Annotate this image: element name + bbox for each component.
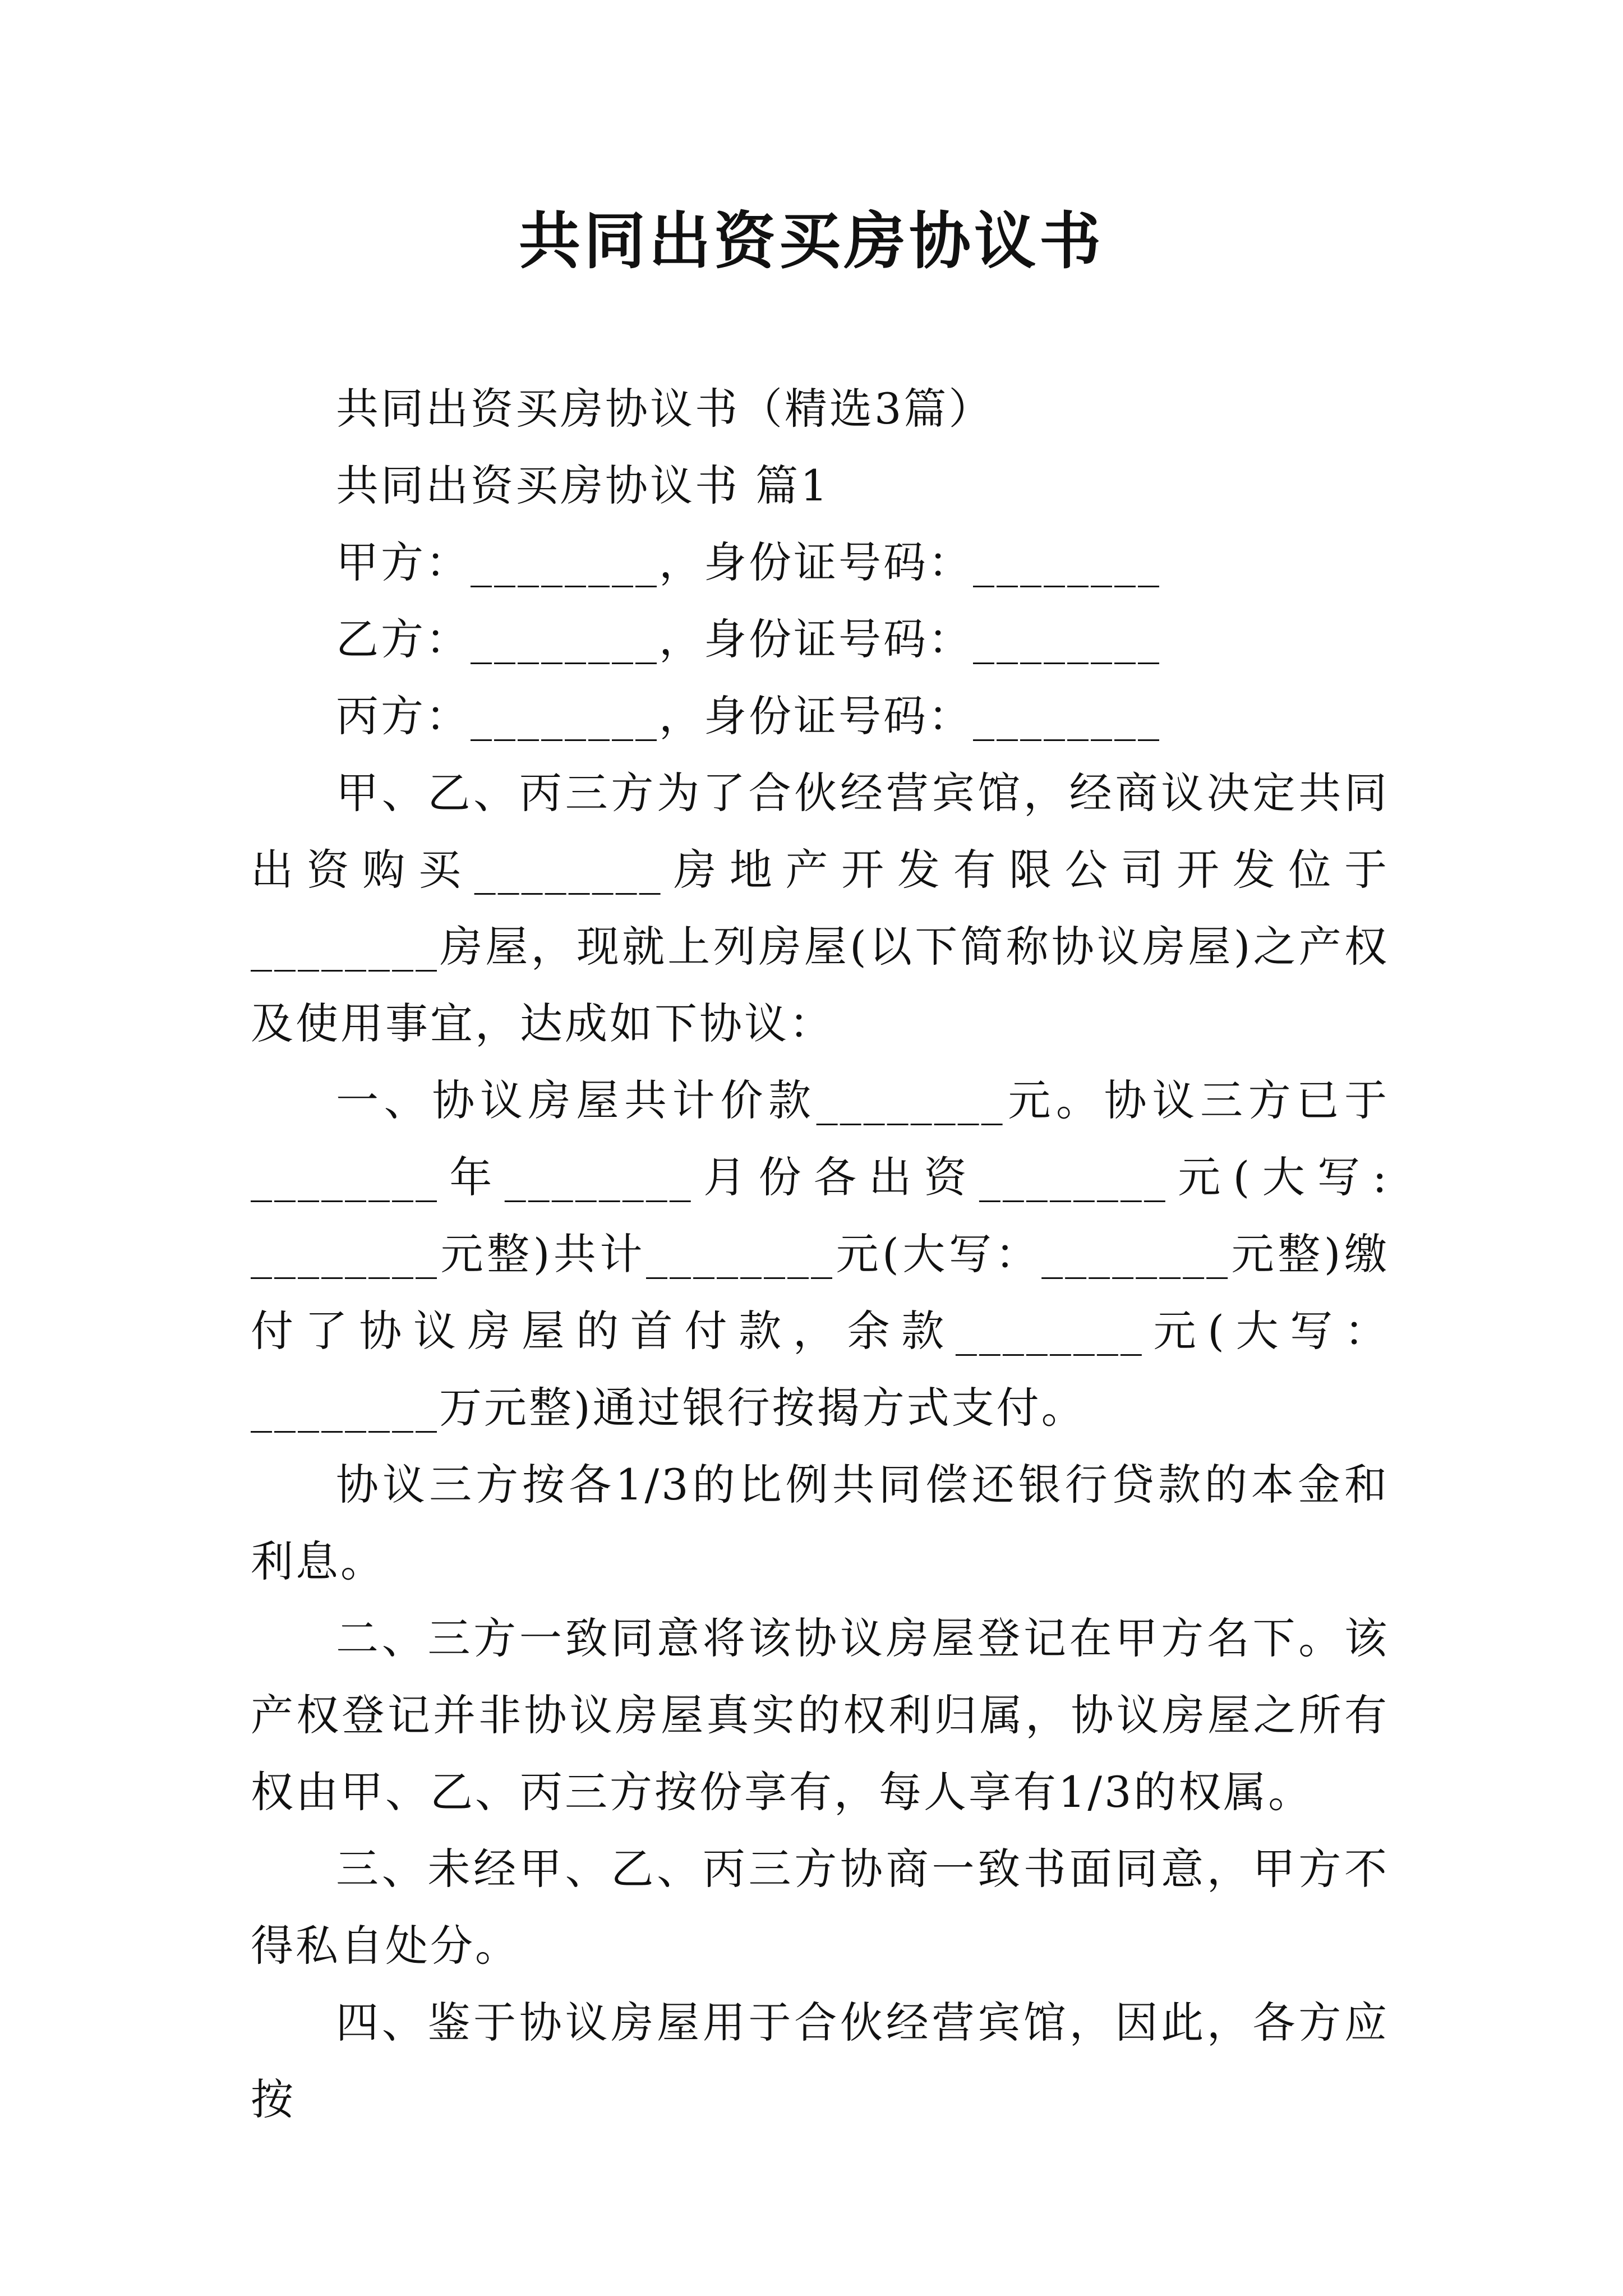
repayment-paragraph: 协议三方按各1/3的比例共同偿还银行贷款的本金和利息。 bbox=[251, 1460, 1389, 1586]
intro-paragraph: 甲、乙、丙三方为了合伙经营宾馆，经商议决定共同出资购买________房地产开发有限公司开发位于________房屋，现就上列房屋(以下简称协议房屋)之产权及使用事宜，达成如下协议： bbox=[251, 768, 1389, 1048]
party-a-line: 甲方：________，身份证号码：________ bbox=[336, 537, 1161, 587]
party-b-line: 乙方：________，身份证号码：________ bbox=[336, 614, 1161, 664]
document-body bbox=[251, 370, 1389, 2138]
subtitle-line: 共同出资买房协议书（精选3篇） bbox=[336, 384, 994, 434]
clause-4-paragraph: 四、鉴于协议房屋用于合伙经营宾馆，因此，各方应按 bbox=[251, 1998, 1389, 2124]
clause-2-paragraph: 二、三方一致同意将该协议房屋登记在甲方名下。该产权登记并非协议房屋真实的权利归属，协议房屋之所有权由甲、乙、丙三方按份享有，每人享有1/3的权属。 bbox=[251, 1613, 1389, 1817]
party-c-line: 丙方：________，身份证号码：________ bbox=[336, 691, 1161, 741]
clause-3-paragraph: 三、未经甲、乙、丙三方协商一致书面同意，甲方不得私自处分。 bbox=[251, 1844, 1389, 1971]
section-heading: 共同出资买房协议书 篇1 bbox=[336, 461, 830, 510]
document-title: 共同出资买房协议书 bbox=[519, 205, 1104, 277]
clause-1-paragraph: 一、协议房屋共计价款________元。协议三方已于________年________月份各出资________元(大写: ________元整)共计________元(大写：________元整)缴付了协议房屋的首付款，余款________元(大写：________万元整)通过银行按揭方式支付。 bbox=[251, 1075, 1389, 1433]
